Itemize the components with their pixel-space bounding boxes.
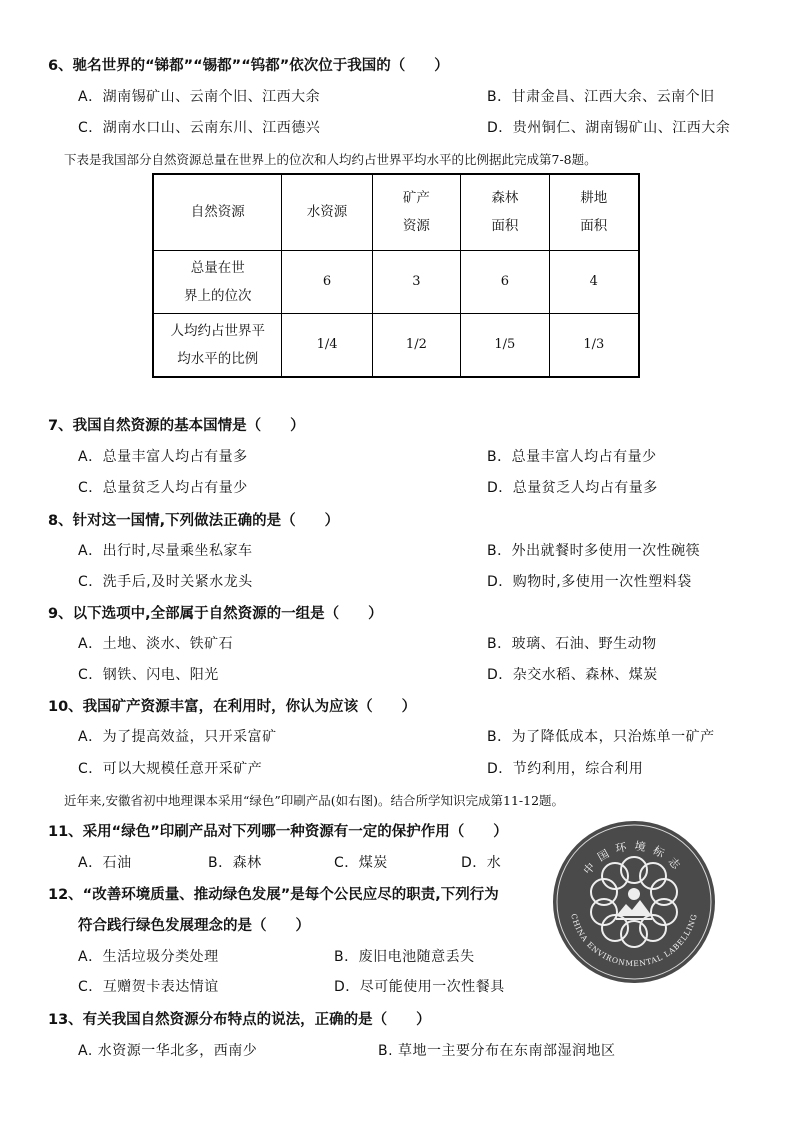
ratio-label-l2: 均水平的比例 bbox=[177, 350, 259, 367]
table-row-ratio-label bbox=[153, 313, 282, 377]
table-cell: 6 bbox=[461, 250, 549, 313]
question-13: 13、有关我国自然资源分布特点的说法，正确的是（ ） bbox=[48, 1012, 431, 1028]
seal-english-text: CHINA ENVIRONMENTAL LABELLING bbox=[569, 912, 699, 969]
table-header-mineral-l1: 矿产 bbox=[402, 190, 430, 207]
table-cell: 3 bbox=[372, 250, 460, 313]
question-11: 11、采用“绿色”印刷产品对下列哪一种资源有一定的保护作用（ ） bbox=[48, 824, 508, 840]
q6-option-a: A．湖南锡矿山、云南个旧、江西大余 bbox=[78, 89, 321, 105]
q9-option-a: A．土地、淡水、铁矿石 bbox=[78, 636, 234, 652]
q11-option-b: B．森林 bbox=[208, 855, 262, 871]
q11-option-d: D．水 bbox=[461, 855, 502, 871]
q6-option-c: C．湖南水口山、云南东川、江西德兴 bbox=[78, 120, 321, 136]
q8-option-c: C．洗手后,及时关紧水龙头 bbox=[78, 574, 253, 590]
rank-label-l1: 总量在世 bbox=[190, 259, 245, 276]
q12-option-c: C．互赠贺卡表达情谊 bbox=[78, 979, 219, 995]
q7-option-a: A．总量丰富人均占有量多 bbox=[78, 449, 248, 465]
table-header-resource: 自然资源 bbox=[153, 174, 282, 250]
q12-option-b: B．废旧电池随意丢失 bbox=[334, 949, 475, 965]
seal-chinese-text: 中国环境标志 bbox=[580, 839, 688, 878]
q10-option-c: C．可以大规模任意开采矿产 bbox=[78, 761, 263, 777]
note-q7-8: 下表是我国部分自然资源总量在世界上的位次和人均约占世界平均水平的比例据此完成第7-8题。 bbox=[64, 152, 597, 167]
seal-outer-disk bbox=[553, 821, 715, 983]
q7-option-d: D．总量贫乏人均占有量多 bbox=[487, 480, 658, 496]
rank-label-l2: 界上的位次 bbox=[183, 287, 252, 304]
table-header-farmland-l1: 耕地 bbox=[580, 190, 608, 207]
table-header-forest bbox=[461, 174, 549, 250]
china-environmental-label-seal-icon bbox=[552, 820, 716, 984]
question-7: 7、我国自然资源的基本国情是（ ） bbox=[48, 418, 305, 434]
table-cell: 1/3 bbox=[549, 313, 639, 377]
table-header-farmland-l2: 面积 bbox=[580, 218, 608, 235]
q12-option-a: A．生活垃圾分类处理 bbox=[78, 949, 219, 965]
table-header-water: 水资源 bbox=[282, 174, 372, 250]
q8-option-a: A．出行时,尽量乘坐私家车 bbox=[78, 543, 253, 559]
table-header-mineral-l2: 资源 bbox=[402, 218, 430, 235]
question-10: 10、我国矿产资源丰富，在利用时，你认为应该（ ） bbox=[48, 699, 417, 715]
table-header-farmland bbox=[549, 174, 639, 250]
question-8: 8、针对这一国情,下列做法正确的是（ ） bbox=[48, 513, 340, 529]
table-header-forest-l1: 森林 bbox=[491, 190, 519, 207]
question-12: 12、“改善环境质量、推动绿色发展”是每个公民应尽的职责,下列行为 bbox=[48, 887, 499, 903]
q10-option-d: D．节约利用，综合利用 bbox=[487, 761, 644, 777]
table-row-rank-label bbox=[153, 250, 282, 313]
q9-option-d: D．杂交水稻、森林、煤炭 bbox=[487, 667, 658, 683]
table-header-mineral bbox=[372, 174, 460, 250]
q13-option-b: B. 草地一主要分布在东南部湿润地区 bbox=[378, 1043, 616, 1059]
question-12-cont: 符合践行绿色发展理念的是（ ） bbox=[78, 918, 310, 934]
q6-option-b: B．甘肃金昌、江西大余、云南个旧 bbox=[487, 89, 715, 105]
q11-option-c: C．煤炭 bbox=[334, 855, 388, 871]
table-cell: 1/4 bbox=[282, 313, 372, 377]
q9-option-b: B．玻璃、石油、野生动物 bbox=[487, 636, 657, 652]
q7-option-b: B．总量丰富人均占有量少 bbox=[487, 449, 657, 465]
q10-option-b: B．为了降低成本，只治炼单一矿产 bbox=[487, 729, 715, 745]
q13-option-a: A. 水资源一华北多，西南少 bbox=[78, 1043, 258, 1059]
q6-option-d: D．贵州铜仁、湖南锡矿山、江西大余 bbox=[487, 120, 731, 136]
table-cell: 4 bbox=[549, 250, 639, 313]
q12-option-d: D．尽可能使用一次性餐具 bbox=[334, 979, 505, 995]
resource-table bbox=[152, 173, 640, 378]
table-cell: 6 bbox=[282, 250, 372, 313]
q9-option-c: C．钢铁、闪电、阳光 bbox=[78, 667, 219, 683]
note-q11-12: 近年来,安徽省初中地理课本采用“绿色”印刷产品(如右图)。结合所学知识完成第11-12题。 bbox=[64, 793, 565, 808]
table-header-forest-l2: 面积 bbox=[491, 218, 519, 235]
q11-option-a: A．石油 bbox=[78, 855, 132, 871]
q7-option-c: C．总量贫乏人均占有量少 bbox=[78, 480, 248, 496]
q8-option-b: B．外出就餐时多使用一次性碗筷 bbox=[487, 543, 701, 559]
question-6: 6、驰名世界的“锑都”“锡都”“钨都”依次位于我国的（ ） bbox=[48, 58, 449, 74]
question-9: 9、以下选项中,全部属于自然资源的一组是（ ） bbox=[48, 606, 383, 622]
ratio-label-l1: 人均约占世界平 bbox=[170, 322, 265, 339]
q10-option-a: A．为了提高效益，只开采富矿 bbox=[78, 729, 277, 745]
table-cell: 1/2 bbox=[372, 313, 460, 377]
table-cell: 1/5 bbox=[461, 313, 549, 377]
q8-option-d: D．购物时,多使用一次性塑料袋 bbox=[487, 574, 692, 590]
